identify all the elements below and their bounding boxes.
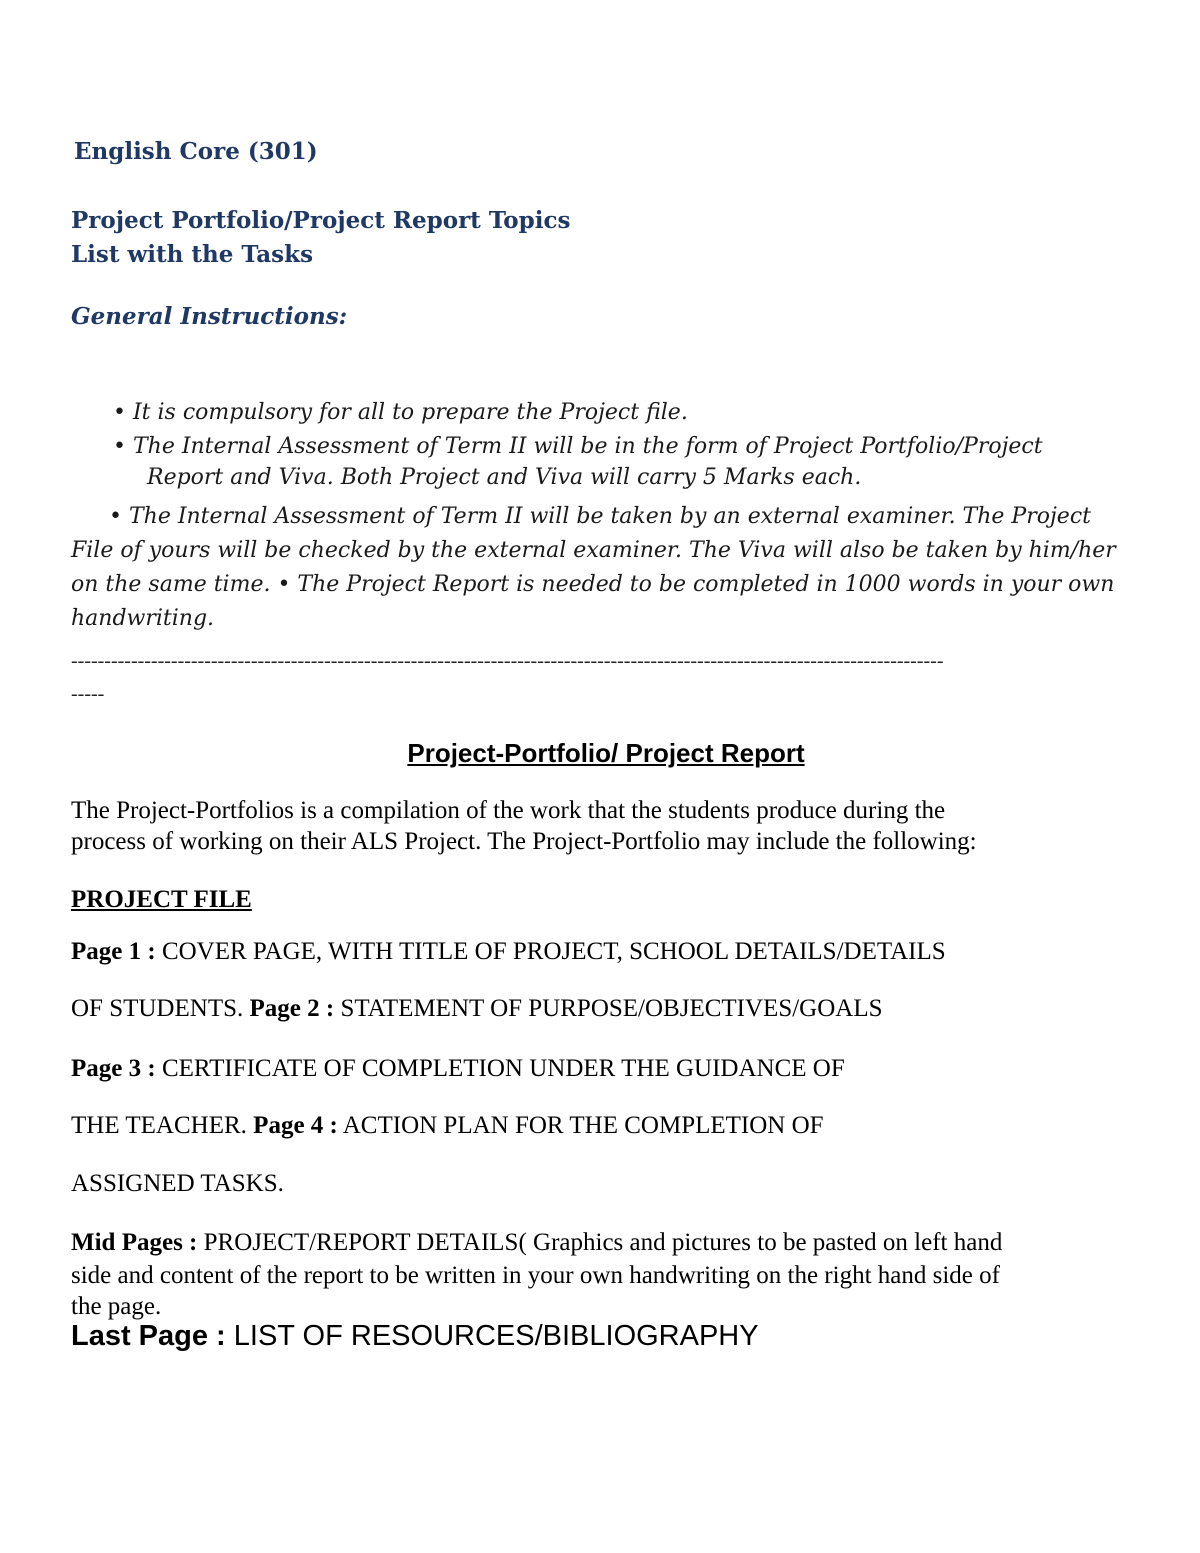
page-3-text: CERTIFICATE OF COMPLETION UNDER THE GUIDANCE OF [155, 1055, 845, 1082]
page-4-label: Page 4 : [253, 1112, 338, 1139]
mid-pages-text-3: the page. [71, 1293, 162, 1320]
instruction-bullet-1: • It is compulsory for all to prepare the Project file. [113, 400, 688, 425]
section-title: Project-Portfolio/ Project Report [407, 738, 805, 768]
page-4-item [71, 1110, 824, 1141]
page-1-text: COVER PAGE, WITH TITLE OF PROJECT, SCHOOL DETAILS/DETAILS [155, 938, 946, 965]
last-page-text: LIST OF RESOURCES/BIBLIOGRAPHY [225, 1320, 759, 1352]
divider-line-continued: ----- [71, 683, 105, 705]
course-title: English Core (301) [74, 138, 318, 165]
mid-pages-text-1: PROJECT/REPORT DETAILS( Graphics and pictures to be pasted on left hand [197, 1229, 1003, 1256]
mid-pages-text-2: side and content of the report to be written in your own handwriting on the right hand side of [71, 1262, 1000, 1289]
page-4-continued: ASSIGNED TASKS. [71, 1170, 284, 1197]
last-page-item [71, 1320, 759, 1353]
title-line-1: Project Portfolio/Project Report Topics [71, 207, 571, 234]
page-1-label: Page 1 : [71, 938, 156, 965]
divider-line: ----------------------------------------------------------------------------------------------------------------------------------- [71, 650, 944, 672]
page-1-item [71, 936, 946, 967]
intro-line-2: process of working on their ALS Project. The Project-Portfolio may include the following: [71, 828, 977, 855]
page-4-text: ACTION PLAN FOR THE COMPLETION OF [337, 1112, 824, 1139]
project-file-heading: PROJECT FILE [71, 886, 252, 913]
mid-pages-item [71, 1227, 1002, 1258]
instruction-bullet-2-continued: Report and Viva. Both Project and Viva will carry 5 Marks each. [147, 465, 862, 490]
document-title [71, 204, 570, 272]
title-line-2: List with the Tasks [71, 241, 314, 268]
page-2-label: Page 2 : [249, 995, 335, 1022]
page-2-text: STATEMENT OF PURPOSE/OBJECTIVES/GOALS [334, 995, 883, 1022]
instruction-bullet-2: • The Internal Assessment of Term II will be in the form of Project Portfolio/Project [113, 434, 1043, 459]
intro-line-1: The Project-Portfolios is a compilation of the work that the students produce during the [71, 797, 946, 824]
mid-pages-label: Mid Pages : [71, 1229, 198, 1256]
instructions-heading: General Instructions: [71, 303, 348, 330]
instruction-bullet-3 [71, 500, 1131, 636]
last-page-label: Last Page : [71, 1320, 226, 1352]
page-2-item [71, 993, 883, 1024]
instruction-bullet-3-text: • The Internal Assessment of Term II will be taken by an external examiner. The Project File of yours will be checked by the external examiner. The Viva will also be taken by him/her on the same time. • The Project Report is needed to be completed in 1000 words in your own handwriting. [71, 504, 1116, 631]
page-1-continued: OF STUDENTS. [71, 995, 250, 1022]
page-3-continued: THE TEACHER. [71, 1112, 254, 1139]
page-3-label: Page 3 : [71, 1055, 156, 1082]
page-3-item [71, 1053, 845, 1084]
